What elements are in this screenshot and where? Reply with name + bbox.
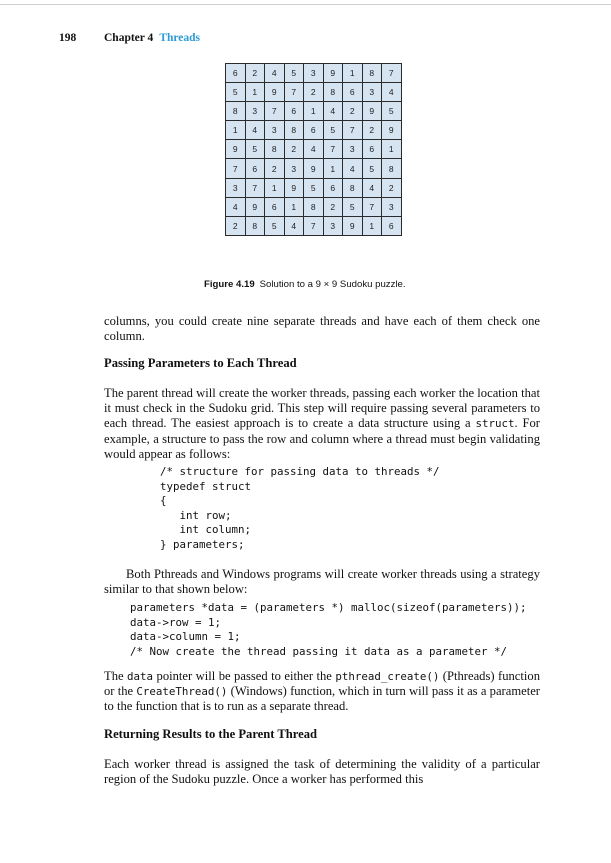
sudoku-cell: 4 (245, 121, 265, 140)
sudoku-cell: 5 (382, 102, 402, 121)
chapter-title: Threads (159, 32, 201, 44)
sudoku-cell: 1 (382, 140, 402, 159)
sudoku-row (226, 159, 402, 178)
code-line: int row; (160, 508, 232, 522)
sudoku-cell: 6 (362, 140, 382, 159)
sudoku-cell: 1 (265, 178, 285, 197)
sudoku-cell: 1 (323, 159, 343, 178)
sudoku-cell: 5 (245, 140, 265, 159)
code-block-struct (160, 465, 440, 553)
sudoku-cell: 8 (343, 178, 363, 197)
sudoku-cell: 4 (343, 159, 363, 178)
sudoku-cell: 3 (284, 159, 304, 178)
sudoku-row (226, 64, 402, 83)
sudoku-cell: 2 (284, 140, 304, 159)
code-line: int column; (160, 523, 252, 537)
code-line: parameters *data = (parameters *) malloc(sizeof(parameters)); (130, 601, 527, 614)
sudoku-cell: 6 (245, 159, 265, 178)
sudoku-cell: 3 (343, 140, 363, 159)
sudoku-row (226, 121, 402, 140)
sudoku-cell: 7 (284, 83, 304, 102)
sudoku-cell: 4 (304, 140, 324, 159)
sudoku-cell: 7 (265, 102, 285, 121)
sudoku-cell: 5 (323, 121, 343, 140)
sudoku-cell: 8 (245, 216, 265, 235)
sudoku-cell: 6 (343, 83, 363, 102)
sudoku-cell: 2 (304, 83, 324, 102)
sudoku-row (226, 83, 402, 102)
code-line: typedef struct (160, 479, 252, 493)
sudoku-cell: 1 (343, 64, 363, 83)
sudoku-cell: 2 (362, 121, 382, 140)
paragraph-text: The (104, 669, 128, 683)
sudoku-cell: 3 (323, 216, 343, 235)
code-block-malloc (130, 601, 527, 659)
sudoku-cell: 8 (304, 197, 324, 216)
sudoku-cell: 1 (245, 83, 265, 102)
sudoku-cell: 2 (343, 102, 363, 121)
sudoku-cell: 1 (362, 216, 382, 235)
sudoku-row (226, 178, 402, 197)
sudoku-cell: 2 (265, 159, 285, 178)
paragraph-parent-thread (104, 386, 540, 462)
code-line: data->row = 1; (130, 615, 222, 629)
inline-code-pthread-create: pthread_create() (335, 670, 440, 683)
sudoku-cell: 7 (362, 197, 382, 216)
sudoku-cell: 3 (265, 121, 285, 140)
sudoku-cell: 4 (323, 102, 343, 121)
sudoku-cell: 9 (323, 64, 343, 83)
sudoku-cell: 9 (284, 178, 304, 197)
sudoku-cell: 4 (382, 83, 402, 102)
sudoku-grid (225, 63, 402, 236)
sudoku-cell: 3 (226, 178, 246, 197)
sudoku-cell: 6 (226, 64, 246, 83)
paragraph-text: pointer will be passed to either the (153, 669, 336, 683)
sudoku-cell: 5 (343, 197, 363, 216)
sudoku-cell: 5 (304, 178, 324, 197)
sudoku-cell: 4 (362, 178, 382, 197)
sudoku-cell: 5 (265, 216, 285, 235)
code-line: data->column = 1; (130, 630, 241, 644)
sudoku-cell: 5 (284, 64, 304, 83)
paragraph-text: The parent thread will create the worker threads, passing each worker the location that it must check in the Sudoku grid. This step will require passing several parameters to each thread. The easiest approach is to create a data structure using a (104, 386, 540, 431)
sudoku-cell: 8 (323, 83, 343, 102)
sudoku-cell: 8 (265, 140, 285, 159)
sudoku-cell: 3 (362, 83, 382, 102)
paragraph-pthreads-windows: Both Pthreads and Windows programs will create worker threads using a strategy similar to that shown below: (104, 567, 540, 597)
sudoku-cell: 9 (245, 197, 265, 216)
sudoku-cell: 7 (245, 178, 265, 197)
sudoku-cell: 5 (362, 159, 382, 178)
figure-caption-text: Solution to a 9 × 9 Sudoku puzzle. (259, 279, 406, 290)
section-heading-returning-results: Returning Results to the Parent Thread (104, 727, 318, 741)
sudoku-cell: 7 (382, 64, 402, 83)
sudoku-cell: 6 (382, 216, 402, 235)
sudoku-cell: 9 (343, 216, 363, 235)
sudoku-cell: 2 (323, 197, 343, 216)
sudoku-cell: 9 (382, 121, 402, 140)
sudoku-cell: 8 (362, 64, 382, 83)
sudoku-cell: 3 (382, 197, 402, 216)
code-line: { (160, 494, 167, 508)
inline-code-data: data (127, 670, 154, 683)
chapter-heading (104, 32, 200, 44)
code-line: } parameters; (160, 537, 245, 551)
figure-caption (204, 279, 406, 290)
sudoku-cell: 6 (323, 178, 343, 197)
sudoku-cell: 2 (226, 216, 246, 235)
inline-code-struct: struct (475, 417, 515, 431)
paragraph-text: . For example, a structure to pass the row and column where a thread must begin validating would appear as follows: (104, 416, 541, 461)
inline-code-createthread: CreateThread() (136, 685, 228, 699)
figure-label: Figure 4.19 (204, 279, 255, 290)
sudoku-cell: 7 (226, 159, 246, 178)
sudoku-row (226, 140, 402, 159)
chapter-label: Chapter 4 (104, 32, 154, 44)
sudoku-cell: 1 (284, 197, 304, 216)
sudoku-cell: 4 (284, 216, 304, 235)
sudoku-row (226, 197, 402, 216)
paragraph-columns: columns, you could create nine separate threads and have each of them check one column. (104, 314, 540, 344)
sudoku-cell: 1 (226, 121, 246, 140)
sudoku-cell: 2 (382, 178, 402, 197)
paragraph-text: (Pthreads) function or the (104, 669, 540, 699)
sudoku-cell: 7 (343, 121, 363, 140)
sudoku-cell: 4 (226, 197, 246, 216)
paragraph-text: (Windows) function, which in turn will pass it as a parameter to the function that is to run as a separate thread. (104, 684, 540, 714)
sudoku-cell: 3 (304, 64, 324, 83)
sudoku-cell: 7 (323, 140, 343, 159)
sudoku-cell: 8 (382, 159, 402, 178)
sudoku-cell: 2 (245, 64, 265, 83)
sudoku-cell: 4 (265, 64, 285, 83)
sudoku-cell: 9 (226, 140, 246, 159)
sudoku-cell: 6 (265, 197, 285, 216)
sudoku-cell: 1 (304, 102, 324, 121)
sudoku-cell: 5 (226, 83, 246, 102)
sudoku-cell: 8 (284, 121, 304, 140)
paragraph-data-pointer (104, 669, 540, 715)
sudoku-cell: 3 (245, 102, 265, 121)
sudoku-cell: 9 (362, 102, 382, 121)
section-heading-passing-parameters: Passing Parameters to Each Thread (104, 356, 297, 370)
sudoku-cell: 9 (265, 83, 285, 102)
sudoku-cell: 6 (284, 102, 304, 121)
sudoku-row (226, 216, 402, 235)
top-rule (0, 4, 611, 5)
page-number: 198 (59, 32, 77, 44)
sudoku-cell: 9 (304, 159, 324, 178)
sudoku-row (226, 102, 402, 121)
sudoku-cell: 7 (304, 216, 324, 235)
code-line: /* Now create the thread passing it data as a parameter */ (130, 644, 508, 658)
paragraph-worker-thread: Each worker thread is assigned the task of determining the validity of a particular region of the Sudoku puzzle. Once a worker has performed this (104, 757, 540, 787)
sudoku-cell: 6 (304, 121, 324, 140)
code-line: /* structure for passing data to threads */ (160, 465, 440, 478)
sudoku-cell: 8 (226, 102, 246, 121)
